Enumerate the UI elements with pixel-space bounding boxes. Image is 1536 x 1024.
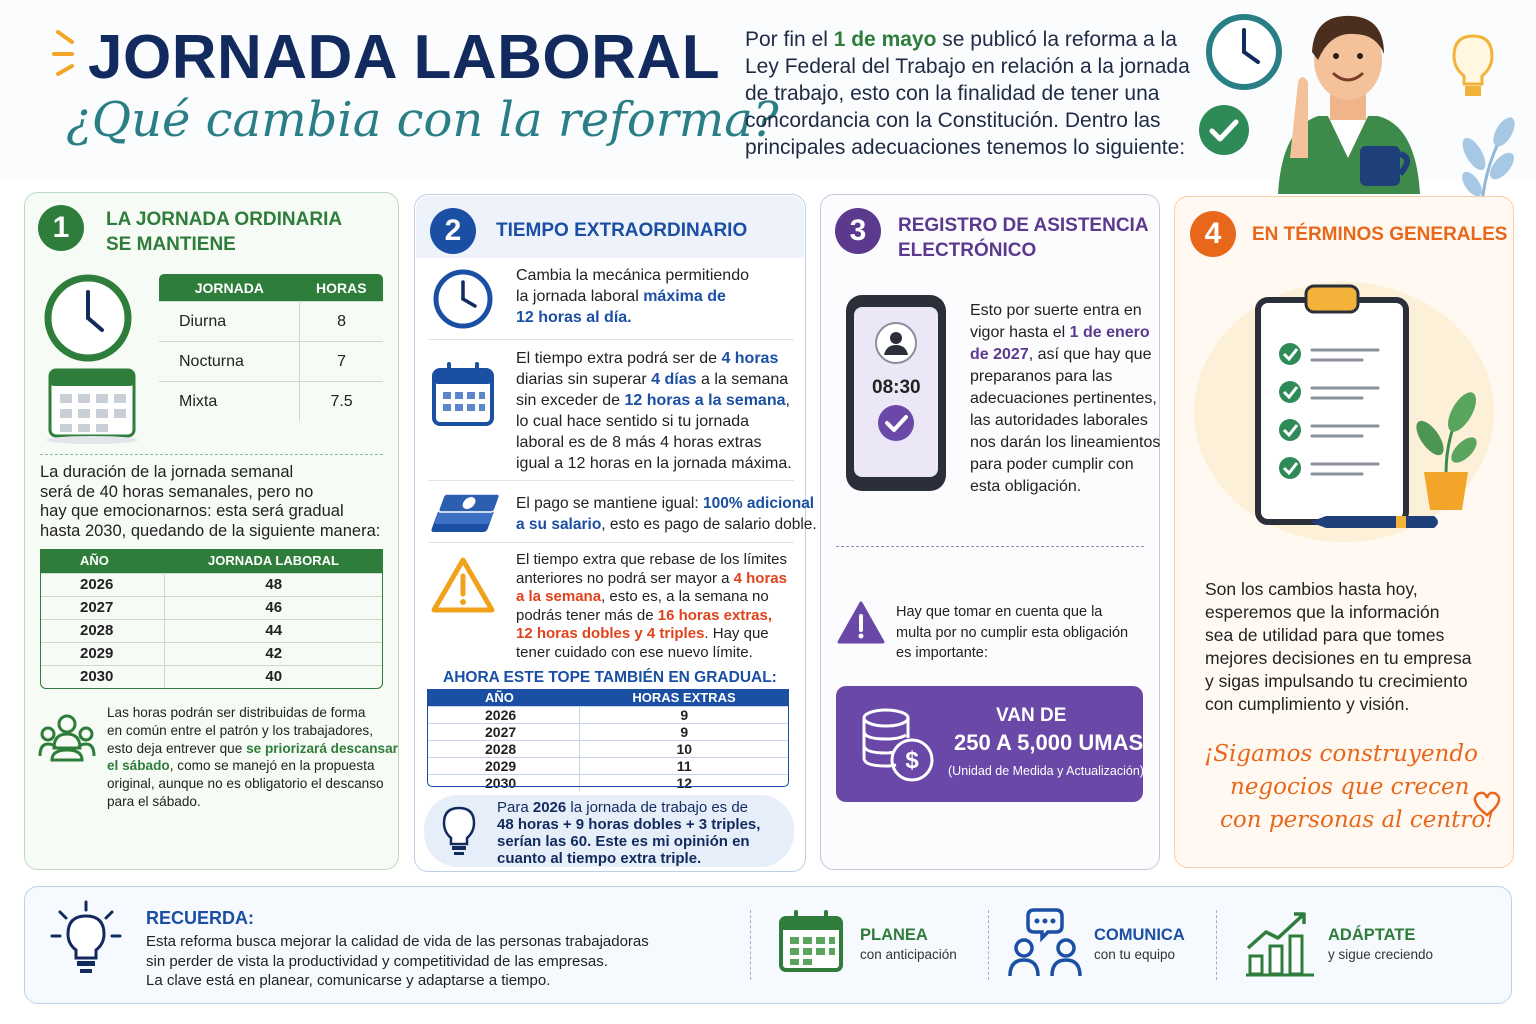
cell: 2027	[427, 723, 579, 740]
divider	[428, 542, 794, 543]
slogan-line: con personas al centro!	[1220, 807, 1495, 833]
panel3-text	[970, 300, 1160, 498]
divider	[750, 910, 751, 980]
page-title: JORNADA LABORAL	[88, 23, 721, 92]
highlight: 12 horas dobles y 4 triples	[516, 625, 705, 642]
cell: 2030	[40, 665, 164, 688]
highlight: 1 de enero	[1069, 324, 1150, 341]
table-row	[40, 596, 383, 619]
table-row	[159, 342, 384, 382]
text: , así que hay que	[1028, 346, 1152, 363]
text-line: mejores decisiones en tu empresa	[1205, 648, 1472, 668]
highlight: 4 días	[651, 371, 697, 388]
table-header: JORNADA LABORAL	[164, 549, 383, 573]
footer-title: RECUERDA:	[146, 908, 254, 928]
fine-label: VAN DE	[996, 705, 1067, 726]
panel1-title-line: LA JORNADA ORDINARIA	[106, 209, 343, 230]
highlight: a la semana	[516, 588, 602, 605]
cell: 2028	[40, 619, 164, 642]
page-subtitle: ¿Qué cambia con la reforma?	[66, 92, 779, 148]
cell: 9	[579, 723, 789, 740]
table-row	[159, 302, 384, 342]
clock-icon	[432, 268, 494, 330]
text: sin exceder de	[516, 392, 625, 409]
text-line: esta obligación.	[970, 478, 1082, 495]
overtime-item-4	[516, 551, 787, 662]
highlight: 12 horas al día.	[516, 309, 632, 326]
text: El pago se mantiene igual:	[516, 495, 703, 512]
text-line: tener cuidado con ese nuevo límite.	[516, 643, 753, 661]
table-header: HORAS EXTRAS	[579, 689, 789, 706]
highlight: 16 horas extras,	[657, 606, 772, 624]
text-line: multa por no cumplir esta obligación	[896, 624, 1129, 641]
cell: 44	[164, 619, 383, 642]
money-stack-icon	[428, 484, 502, 540]
calendar-plan-icon	[778, 910, 844, 974]
footer-item-plan-title: PLANEA	[860, 926, 928, 944]
table-row	[40, 665, 383, 688]
text: , esto es pago de salario doble.	[601, 516, 817, 533]
cell: Mixta	[159, 382, 300, 422]
fine-amount: 250 A 5,000 UMAS	[954, 730, 1144, 755]
cell: 2026	[40, 573, 164, 596]
text-line: es importante:	[896, 645, 988, 661]
highlight: máxima de	[643, 288, 726, 305]
highlight: 4 horas	[721, 350, 779, 367]
intro-line: principales adecuaciones tenemos lo siguiente:	[745, 136, 1186, 159]
intro-line: concordancia con la Constitución. Dentro las	[745, 109, 1161, 132]
intro-line: de trabajo, esto con la finalidad de tener una	[745, 82, 1160, 105]
cell: Nocturna	[159, 342, 300, 382]
note-line: en común entre el patrón y los trabajadores,	[107, 722, 373, 738]
text: podrás tener más de	[516, 606, 658, 624]
desc-line: La duración de la jornada semanal	[40, 463, 294, 481]
text-line: nos darán los lineamientos	[970, 434, 1161, 451]
panel3-title-line: REGISTRO DE ASISTENCIA	[898, 215, 1149, 236]
table-row	[159, 382, 384, 422]
text: a la semana	[696, 371, 789, 388]
table-header: HORAS	[300, 274, 384, 302]
intro-line: Ley Federal del Trabajo en relación a la jornada	[745, 55, 1190, 78]
panel1-number: 1	[38, 205, 84, 251]
overtime-gradual-table	[427, 689, 789, 791]
fine-warning-text	[896, 602, 1128, 664]
text-line: sin perder de vista la productividad y competitividad de las empresas.	[146, 952, 608, 970]
note-text: , como se manejó en la propuesta	[169, 758, 375, 774]
highlight: 12 horas a la semana	[624, 392, 786, 409]
calendar-icon	[431, 362, 495, 428]
text: , esto es, a la semana no	[601, 588, 769, 605]
lightbulb-tip-icon	[440, 802, 478, 858]
text-line: El tiempo extra que rebase de los límites	[516, 551, 787, 568]
cell: 7.5	[300, 382, 384, 422]
desc-line: será de 40 horas semanales, pero no	[40, 482, 314, 501]
note-line: Las horas podrán ser distribuidas de forma	[107, 705, 366, 720]
cell: 11	[579, 757, 789, 774]
intro-a: Por fin el	[745, 28, 834, 51]
cell: 7	[300, 342, 384, 382]
cell: 2029	[40, 642, 164, 665]
text: vigor hasta el	[970, 324, 1070, 341]
cell: Diurna	[159, 302, 300, 342]
text: Para	[497, 799, 533, 816]
text-line: igual a 12 horas en la jornada máxima.	[516, 455, 792, 472]
growth-chart-icon	[1244, 908, 1316, 978]
cell: 12	[579, 774, 789, 791]
note-text: esto deja entrever que	[107, 740, 247, 756]
divider	[1216, 910, 1217, 980]
highlight: a su salario	[516, 516, 602, 533]
desc-line: hasta 2030, quedando de la siguiente manera:	[40, 521, 381, 540]
table-row	[427, 774, 789, 791]
cell: 2029	[427, 757, 579, 774]
text-line: Esto por suerte entra en	[970, 302, 1142, 319]
cell: 2028	[427, 740, 579, 757]
cell: 2027	[40, 596, 164, 619]
panel4-title: EN TÉRMINOS GENERALES	[1252, 224, 1508, 245]
desc-line: hay que emocionarnos: esta será gradual	[40, 502, 344, 520]
footer-item-plan-sub: con anticipación	[860, 947, 957, 962]
text-line: para poder cumplir con	[970, 456, 1134, 473]
tip-text	[497, 799, 760, 867]
highlight: 2026	[532, 799, 567, 816]
panel1-title	[106, 207, 342, 257]
text-line: con cumplimiento y visión.	[1205, 694, 1410, 714]
overtime-item-2: El tiempo extra podrá ser de 4 horas diarias sin superar 4 días a la semana sin exceder de 12 horas a la semana, lo cual hace sentido si tu jornada laboral es de 8 más 4 horas extras igual a 12 horas en la jornada máxima.	[516, 350, 792, 472]
table-header: JORNADA	[159, 274, 300, 302]
text-line: adecuaciones pertinentes,	[970, 390, 1157, 407]
panel2-number: 2	[430, 208, 476, 254]
warning-triangle-icon	[836, 600, 886, 646]
text-line: y sigas impulsando tu crecimiento	[1205, 671, 1468, 691]
phone-clock-time: 08:30	[872, 377, 921, 398]
highlight: 4 horas	[733, 569, 787, 587]
warning-triangle-icon	[430, 556, 496, 616]
intro-text	[745, 26, 1190, 161]
text-line: sea de utilidad para que tomes	[1205, 625, 1445, 645]
cell: 8	[300, 302, 384, 342]
cell: 2030	[427, 774, 579, 791]
text-line: La clave está en planear, comunicarse y adaptarse a tiempo.	[146, 972, 551, 989]
clipboard-checklist-icon	[1252, 282, 1412, 534]
footer-item-communicate-title: COMUNICA	[1094, 926, 1185, 944]
text-line: laboral es de 8 más 4 horas extras	[516, 434, 762, 451]
panel4-number: 4	[1190, 211, 1236, 257]
text: . Hay que	[704, 625, 769, 642]
people-chat-icon	[1006, 906, 1084, 978]
text-line: Hay que tomar en cuenta que la	[896, 604, 1103, 620]
slogan	[1204, 738, 1494, 837]
footer-item-adapt-sub: y sigue creciendo	[1328, 947, 1434, 962]
cell: 2026	[427, 706, 579, 723]
divider	[428, 339, 794, 340]
panel3-number: 3	[835, 208, 881, 254]
intro-b: se publicó la reforma a la	[936, 28, 1177, 51]
table-row	[40, 619, 383, 642]
text-line: preparanos para las	[970, 368, 1113, 385]
text-line: Son los cambios hasta hoy,	[1205, 579, 1418, 599]
cell: 40	[164, 665, 383, 688]
text: la jornada de trabajo es de	[566, 799, 749, 816]
slogan-line: ¡Sigamos construyendo	[1204, 741, 1478, 767]
divider	[428, 480, 794, 481]
footer-item-adapt-title: ADÁPTATE	[1328, 926, 1416, 944]
note-highlight: se priorizará descansar	[246, 740, 398, 756]
divider	[836, 546, 1144, 547]
man-with-mug-illustration	[1268, 8, 1428, 194]
text-line: lo cual hace sentido si tu jornada	[516, 413, 750, 430]
gradual-title: AHORA ESTE TOPE TAMBIÉN EN GRADUAL:	[443, 669, 777, 686]
text-line: 48 horas + 9 horas dobles + 3 triples,	[497, 816, 761, 833]
panel1-description	[40, 463, 380, 541]
divider	[40, 454, 383, 455]
text-line: cuanto al tiempo extra triple.	[497, 850, 702, 867]
divider	[988, 910, 989, 980]
cell: 42	[164, 642, 383, 665]
table-row	[427, 740, 789, 757]
text: diarias sin superar	[516, 371, 652, 388]
table-row	[40, 573, 383, 596]
lightbulb-icon	[1448, 30, 1498, 102]
text: la jornada laboral	[516, 288, 644, 305]
intro-date: 1 de mayo	[833, 28, 937, 51]
sparkle-lines-icon	[50, 26, 84, 80]
panel3-title	[898, 213, 1149, 263]
potted-plant-icon	[1410, 384, 1482, 516]
text: anteriores no podrá ser mayor a	[516, 569, 734, 587]
team-people-icon	[38, 712, 96, 762]
note-highlight: el sábado	[107, 758, 170, 774]
cell: 10	[579, 740, 789, 757]
footer-item-communicate-sub: con tu equipo	[1094, 947, 1176, 962]
slogan-line: negocios que crecen	[1230, 774, 1470, 800]
heart-icon	[1472, 790, 1502, 818]
weekly-schedule-table	[40, 549, 383, 688]
text-line: esperemos que la información	[1205, 602, 1440, 622]
leaves-decoration	[1452, 108, 1526, 204]
fine-unit: (Unidad de Medida y Actualización)	[948, 764, 1144, 778]
table-row	[427, 723, 789, 740]
overtime-item-1	[516, 265, 749, 328]
table-header: AÑO	[427, 689, 579, 706]
clock-calendar-icon	[40, 272, 140, 444]
table-row	[40, 642, 383, 665]
panel3-title-line: ELECTRÓNICO	[898, 240, 1037, 261]
panel2-title: TIEMPO EXTRAORDINARIO	[496, 220, 748, 241]
overtime-item-3	[516, 493, 817, 535]
highlight: 100% adicional	[702, 495, 815, 512]
check-circle-icon	[1198, 104, 1250, 156]
text-line: serían las 60. Este es mi opinión en	[497, 833, 750, 850]
note-line: para el sábado.	[107, 793, 201, 809]
panel1-note	[107, 704, 398, 811]
workday-hours-table	[158, 273, 384, 422]
table-row	[427, 706, 789, 723]
table-header: AÑO	[40, 549, 164, 573]
text: El tiempo extra podrá ser de	[516, 350, 722, 367]
panel4-text	[1205, 578, 1472, 716]
highlight: de 2027	[970, 346, 1029, 363]
text-line: las autoridades laborales	[970, 412, 1148, 429]
note-line: original, aunque no es obligatorio el descanso	[107, 776, 384, 792]
lightbulb-footer-icon	[50, 900, 122, 978]
cell: 48	[164, 573, 383, 596]
coins-dollar-icon	[856, 704, 936, 784]
cell: 9	[579, 706, 789, 723]
table-row	[427, 757, 789, 774]
cell: 46	[164, 596, 383, 619]
panel1-title-line: SE MANTIENE	[106, 234, 236, 255]
text-line: Esta reforma busca mejorar la calidad de vida de las personas trabajadoras	[146, 933, 649, 950]
svg-text:$: $	[905, 747, 919, 774]
footer-text	[146, 932, 649, 991]
text-line: Cambia la mecánica permitiendo	[516, 267, 749, 284]
